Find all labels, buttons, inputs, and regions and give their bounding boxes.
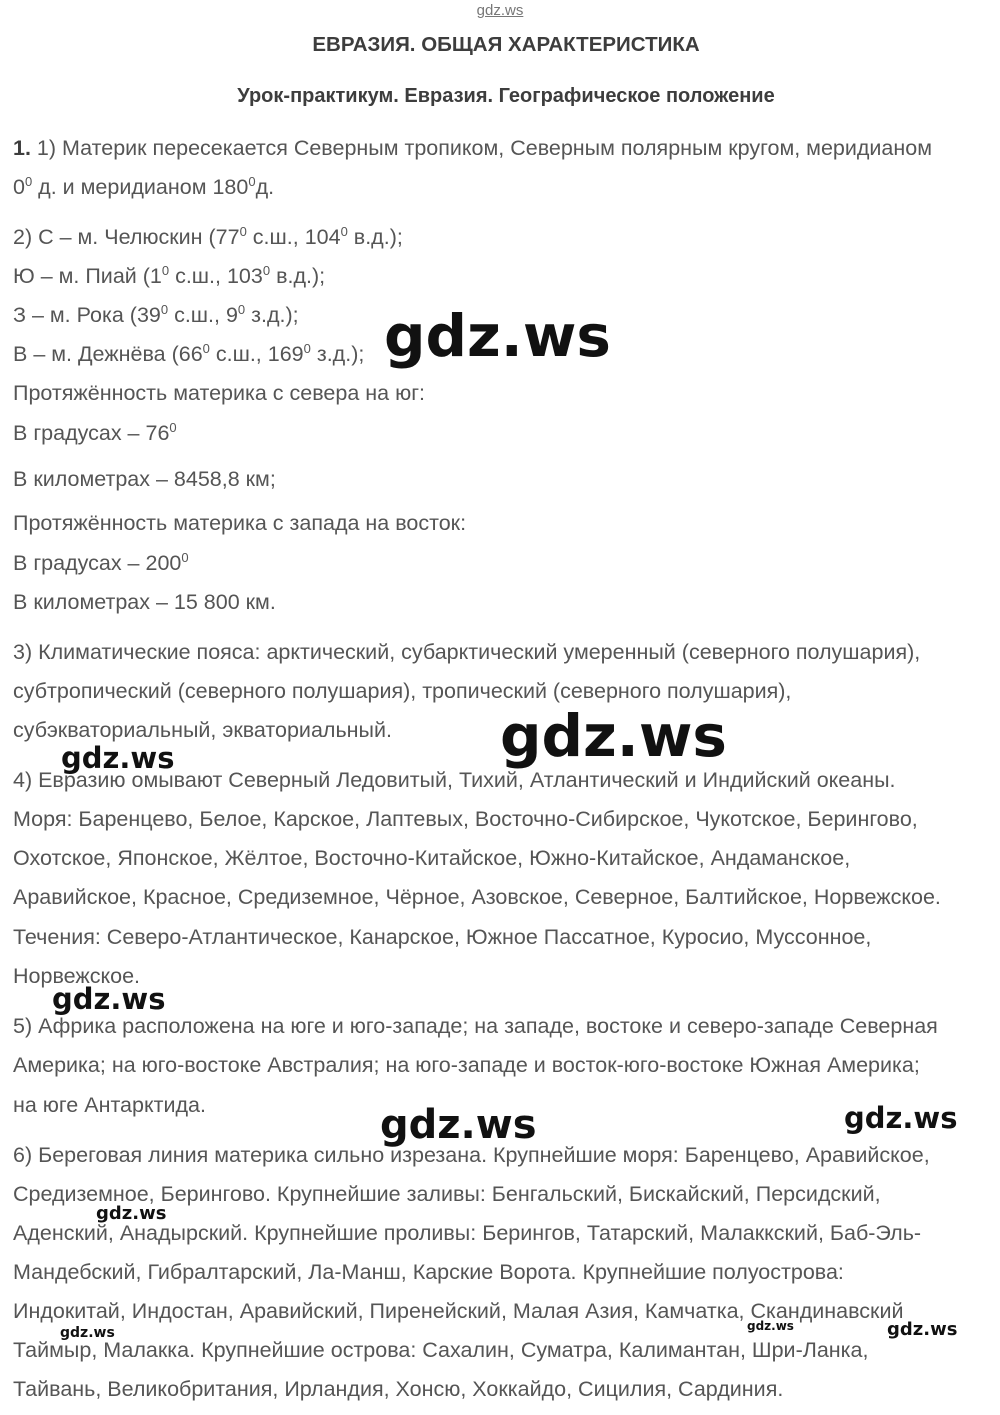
watermark-small-2: gdz.ws bbox=[52, 982, 166, 1016]
watermark-small-1: gdz.ws bbox=[61, 741, 175, 775]
task-number: 1. bbox=[13, 136, 31, 160]
p4-line-6: Норвежское. bbox=[13, 964, 141, 988]
p2-line-1: 2) С – м. Челюскин ($77^0$ с.ш., $104^0$ в.д.); bbox=[13, 224, 403, 249]
watermark-tiny-3: gdz.ws bbox=[60, 1325, 115, 1341]
p6-line-2: Средиземное, Берингово. Крупнейшие заливы: Бенгальский, Бискайский, Персидский, bbox=[13, 1182, 881, 1206]
p4-line-5: Течения: Северо-Атлантическое, Канарское, Южное Пассатное, Куросио, Муссонное, bbox=[13, 925, 872, 949]
p6-line-6: Таймыр, Малакка. Крупнейшие острова: Сахалин, Суматра, Калимантан, Шри-Ланка, bbox=[13, 1338, 869, 1362]
page-title: ЕВРАЗИЯ. ОБЩАЯ ХАРАКТЕРИСТИКА bbox=[312, 33, 700, 56]
p4-line-1: 4) Евразию омывают Северный Ледовитый, Тихий, Атлантический и Индийский океаны. bbox=[13, 768, 896, 792]
watermark-top: gdz.ws bbox=[476, 2, 524, 19]
p6-line-4: Мандебский, Гибралтарский, Ла-Манш, Карские Ворота. Крупнейшие полуострова: bbox=[13, 1260, 844, 1284]
watermark-tiny-1: gdz.ws bbox=[96, 1203, 167, 1224]
q1-line-1: 1. 1) Материк пересекается Северным тропиком, Северным полярным кругом, меридианом bbox=[13, 136, 932, 160]
p5-line-3: на юге Антарктида. bbox=[13, 1093, 206, 1117]
p3-line-1: 3) Климатические пояса: арктический, субарктический умеренный (северного полушария), bbox=[13, 640, 921, 664]
p2-line-7: В километрах – 8458,8 км; bbox=[13, 467, 276, 491]
p4-line-3: Охотское, Японское, Жёлтое, Восточно-Китайское, Южно-Китайское, Андаманское, bbox=[13, 846, 851, 870]
p2-line-8: Протяжённость материка с запада на восток: bbox=[13, 511, 467, 535]
p6-line-3: Аденский, Анадырский. Крупнейшие проливы: Берингов, Татарский, Малаккский, Баб-Эль- bbox=[13, 1221, 922, 1245]
p6-line-7: Тайвань, Великобритания, Ирландия, Хонсю, Хоккайдо, Сицилия, Сардиния. bbox=[13, 1377, 784, 1401]
p4-line-4: Аравийское, Красное, Средиземное, Чёрное, Азовское, Северное, Балтийское, Норвежское. bbox=[13, 885, 941, 909]
watermark-small-3: gdz.ws bbox=[844, 1101, 958, 1135]
q1-line-2: $0^0$ д. и меридианом $180^0д$. bbox=[13, 174, 275, 199]
watermark-tiny-4: gdz.ws bbox=[747, 1319, 794, 1333]
watermark-large-1: gdz.ws bbox=[384, 302, 611, 370]
p6-line-1: 6) Береговая линия материка сильно изрезана. Крупнейшие моря: Баренцево, Аравийское, bbox=[13, 1143, 930, 1167]
p5-line-1: 5) Африка расположена на юге и юго-западе; на западе, востоке и северо-западе Северная bbox=[13, 1014, 938, 1038]
p3-line-3: субэкваториальный, экваториальный. bbox=[13, 718, 392, 742]
page-subtitle: Урок-практикум. Евразия. Географическое положение bbox=[237, 85, 775, 107]
p4-line-2: Моря: Баренцево, Белое, Карское, Лаптевых, Восточно-Сибирское, Чукотское, Берингово, bbox=[13, 807, 918, 831]
p2-line-9: В градусах – $200^0$ bbox=[13, 550, 189, 575]
p2-line-3: З – м. Рока ($39^0$ с.ш., $9^0$ з.д.); bbox=[13, 302, 299, 327]
watermark-tiny-2: gdz.ws bbox=[887, 1319, 958, 1340]
p2-line-10: В километрах – 15 800 км. bbox=[13, 590, 276, 614]
p6-line-5: Индокитай, Индостан, Аравийский, Пиренейский, Малая Азия, Камчатка, Скандинавский bbox=[13, 1299, 904, 1323]
p2-line-6: В градусах – $76^0$ bbox=[13, 420, 177, 445]
p2-line-4: В – м. Дежнёва ($66^0$ с.ш., $169^0$ з.д.); bbox=[13, 341, 365, 366]
p2-line-2: Ю – м. Пиай ($1^0$ с.ш., $103^0$ в.д.); bbox=[13, 263, 326, 288]
p2-line-5: Протяжённость материка с севера на юг: bbox=[13, 381, 426, 405]
watermark-medium-1: gdz.ws bbox=[380, 1102, 537, 1148]
p3-line-2: субтропический (северного полушария), тропический (северного полушария), bbox=[13, 679, 792, 703]
p5-line-2: Америка; на юго-востоке Австралия; на юго-западе и восток-юго-востоке Южная Америка; bbox=[13, 1053, 920, 1077]
watermark-large-2: gdz.ws bbox=[500, 702, 727, 770]
